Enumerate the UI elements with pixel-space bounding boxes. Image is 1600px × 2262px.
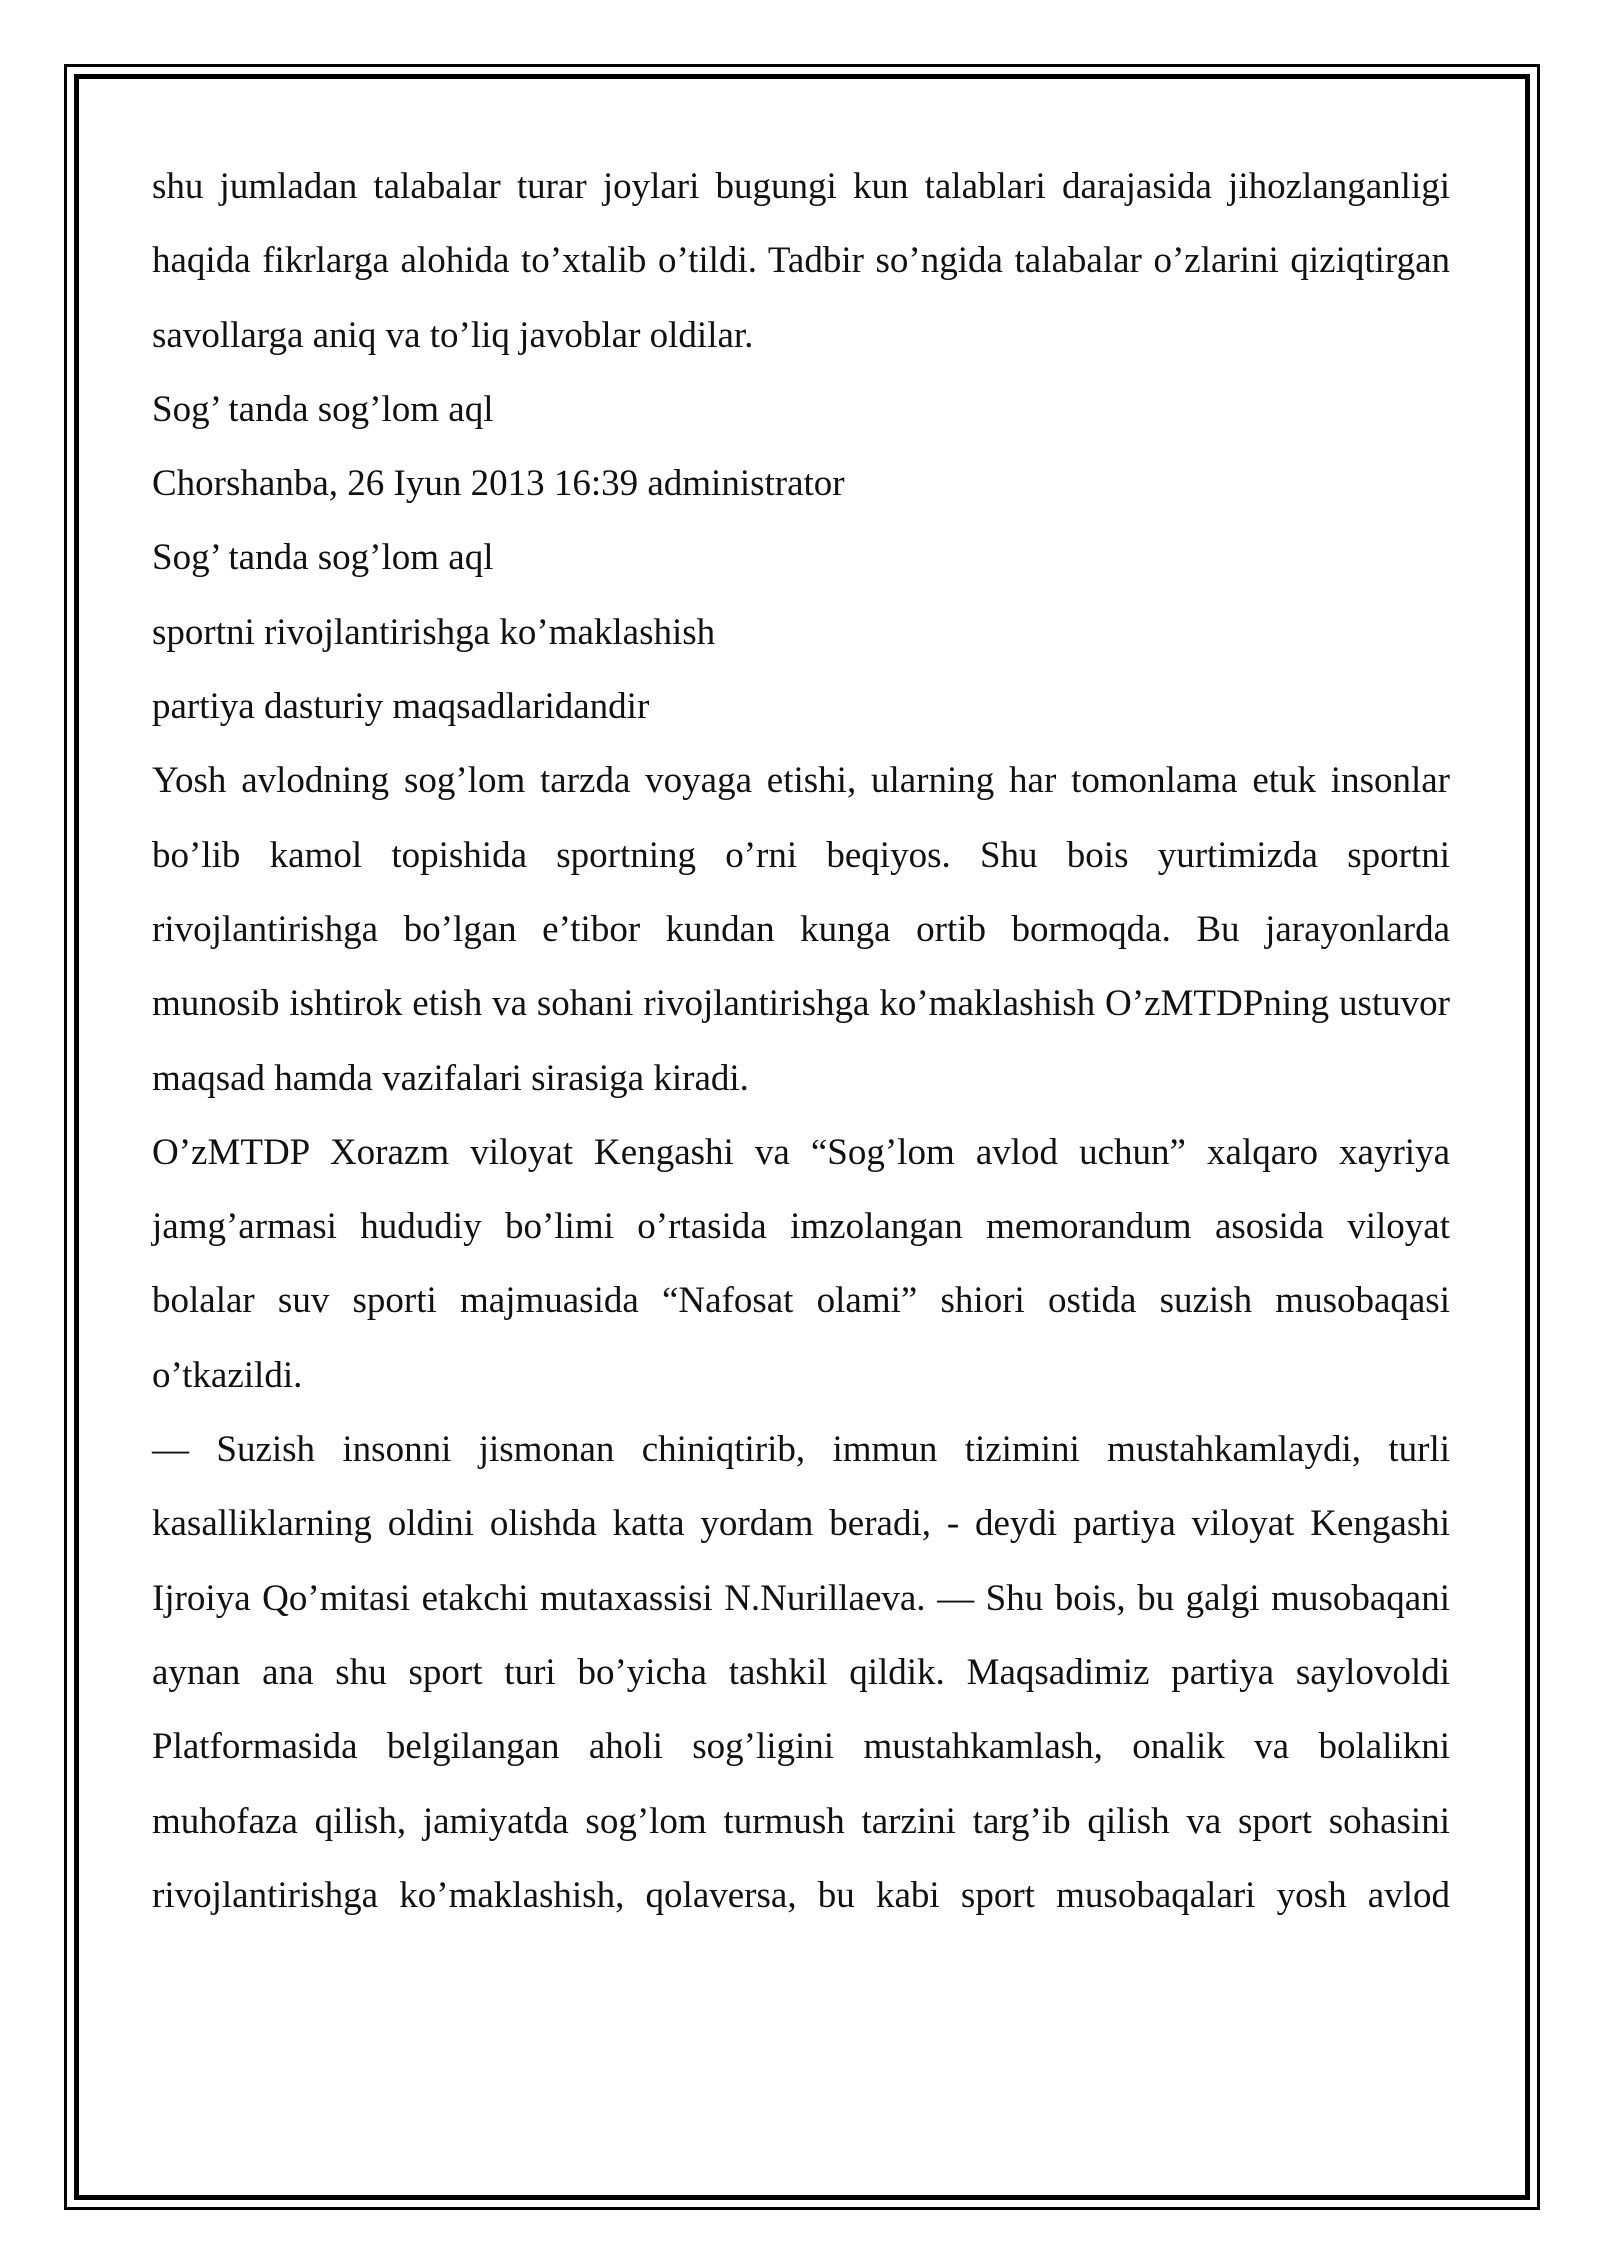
article-subheading-1: sportni rivojlantirishga ko’maklashish <box>152 611 716 653</box>
article-heading: Sog’ tanda sog’lom aql <box>152 537 494 579</box>
article-title: Sog’ tanda sog’lom aql <box>152 388 494 430</box>
paragraph-quote: — Suzish insonni jismonan chiniqtirib, immun tizimini mustahkamlaydi, turli kasalliklarning oldini olishda katta yordam beradi, - deydi partiya viloyat Kengashi Ijroiya Qo’mitasi etakchi mutaxassisi N.Nurillaeva. — Shu bois, bu galgi musobaqani aynan ana shu sport turi bo’yicha tashkil qildik. Maqsadimiz partiya saylovoldi Platformasida belgilangan aholi sog’ligini mustahkamlash, onalik va bolalikni muhofaza qilish, jamiyatda sog’lom turmush tarzini targ’ib qilish va sport sohasini rivojlantirishga ko’maklashish, qolaversa, bu kabi sport musobaqalari yosh avlod <box>152 1429 1450 1916</box>
article-subheading-2: partiya dasturiy maqsadlaridandir <box>152 686 650 728</box>
paragraph-intro: shu jumladan talabalar turar joylari bugungi kun talablari darajasida jihozlanganligi haqida fikrlarga alohida to’xtalib o’tildi. Tadbir so’ngida talabalar o’zlarini qiziqtirgan savollarga aniq va to’liq javoblar oldilar. <box>152 166 1450 356</box>
document-body <box>152 150 1450 1933</box>
article-meta: Chorshanba, 26 Iyun 2013 16:39 administrator <box>152 463 845 505</box>
paragraph-memorandum: O’zMTDP Xorazm viloyat Kengashi va “Sog’lom avlod uchun” xalqaro xayriya jamg’armasi hududiy bo’limi o’rtasida imzolangan memorandum asosida viloyat bolalar suv sporti majmuasida “Nafosat olami” shiori ostida suzish musobaqasi o’tkazildi. <box>152 1131 1450 1396</box>
paragraph-sport-importance: Yosh avlodning sog’lom tarzda voyaga etishi, ularning har tomonlama etuk insonlar bo’lib kamol topishida sportning o’rni beqiyos. Shu bois yurtimizda sportni rivojlantirishga bo’lgan e’tibor kundan kunga ortib bormoqda. Bu jarayonlarda munosib ishtirok etish va sohani rivojlantirishga ko’maklashish O’zMTDPning ustuvor maqsad hamda vazifalari sirasiga kiradi. <box>152 760 1450 1099</box>
